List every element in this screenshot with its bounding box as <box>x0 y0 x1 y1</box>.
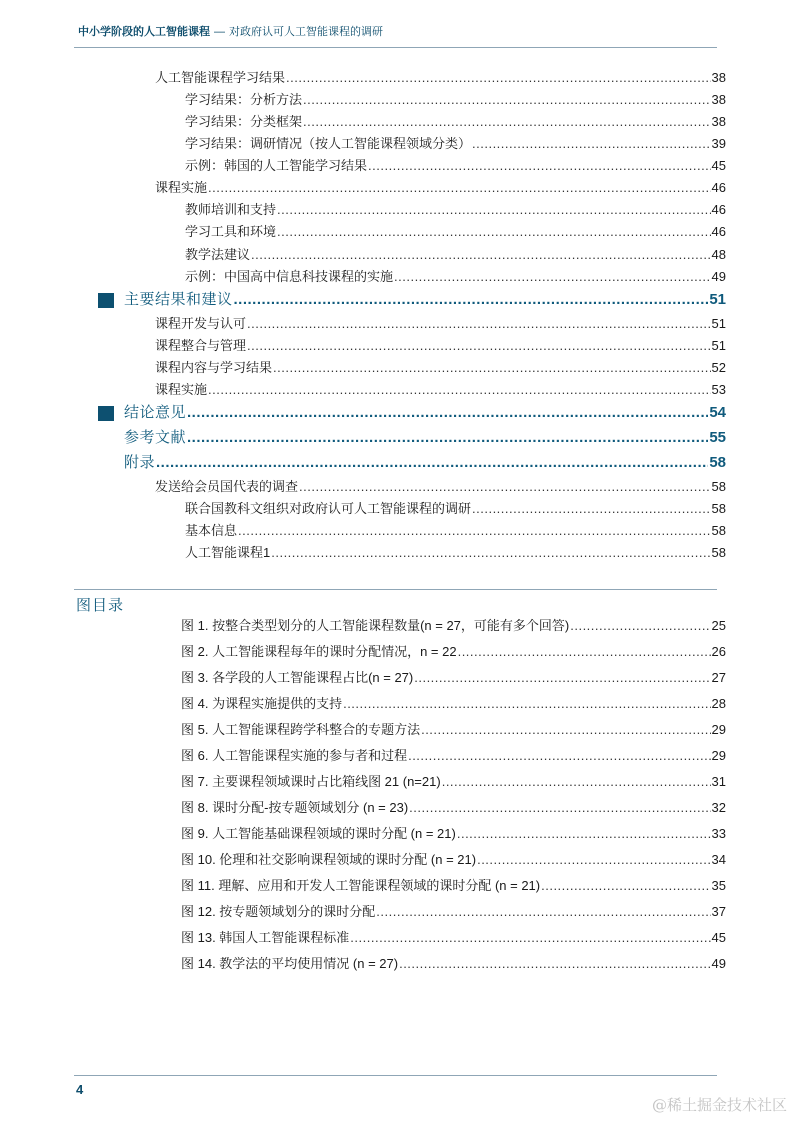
toc-entry[interactable] <box>185 542 726 564</box>
toc-entry[interactable] <box>185 199 726 221</box>
dot-leader <box>394 266 711 288</box>
figure-entry-page: 29 <box>711 722 726 737</box>
toc-entry-page: 58 <box>711 545 726 560</box>
toc-entry[interactable] <box>155 177 726 199</box>
header-separator: — <box>214 26 225 38</box>
dot-leader <box>472 498 711 520</box>
figure-entry-label: 图 4. 为课程实施提供的支持 <box>181 696 343 711</box>
toc-entry[interactable] <box>185 498 726 520</box>
dot-leader <box>570 615 710 637</box>
toc-entry-page: 58 <box>709 454 726 471</box>
dot-leader <box>408 745 710 767</box>
figure-entry[interactable] <box>181 823 726 845</box>
toc-entry-label: 课程开发与认可 <box>155 316 247 331</box>
document-title: 中小学阶段的人工智能课程 <box>78 26 210 38</box>
toc-entry-label: 学习结果：分类框架 <box>185 114 303 129</box>
dot-leader <box>541 875 710 897</box>
toc-entry-page: 46 <box>711 224 726 239</box>
toc-entry-page: 48 <box>711 247 726 262</box>
figure-entry[interactable] <box>181 797 726 819</box>
section-marker-icon <box>98 293 114 308</box>
toc-entry[interactable] <box>185 520 726 542</box>
toc-entry-label: 基本信息 <box>185 523 238 538</box>
dot-leader <box>234 289 709 311</box>
dot-leader <box>187 427 708 449</box>
dot-leader <box>414 667 710 689</box>
watermark: @稀土掘金技术社区 <box>651 1096 787 1114</box>
section-divider <box>74 589 717 590</box>
dot-leader <box>277 199 711 221</box>
dot-leader <box>251 244 711 266</box>
toc-entry[interactable] <box>124 289 726 311</box>
toc-entry[interactable] <box>185 155 726 177</box>
figure-entry-label: 图 11. 理解、应用和开发人工智能课程领域的课时分配 (n = 21) <box>181 878 541 893</box>
figure-entry[interactable] <box>181 953 726 975</box>
dot-leader <box>458 641 711 663</box>
dot-leader <box>247 313 711 335</box>
toc-entry-page: 58 <box>711 501 726 516</box>
dot-leader <box>208 177 711 199</box>
figure-entry-label: 图 7. 主要课程领域课时占比箱线图 21 (n=21) <box>181 774 441 789</box>
page-number: 4 <box>76 1082 84 1097</box>
dot-leader <box>271 542 710 564</box>
dot-leader <box>303 89 711 111</box>
toc-entry-label: 人工智能课程学习结果 <box>155 70 286 85</box>
toc-entry-label: 示例：韩国的人工智能学习结果 <box>185 158 368 173</box>
toc-entry-page: 58 <box>711 479 726 494</box>
dot-leader <box>286 67 711 89</box>
toc-entry[interactable] <box>155 335 726 357</box>
dot-leader <box>247 335 711 357</box>
figure-entry[interactable] <box>181 693 726 715</box>
figure-entry-label: 图 3. 各学段的人工智能课程占比(n = 27) <box>181 670 414 685</box>
dot-leader <box>277 221 711 243</box>
section-marker-icon <box>98 406 114 421</box>
figure-entry[interactable] <box>181 849 726 871</box>
figure-entry-page: 25 <box>711 618 726 633</box>
running-header <box>78 24 383 40</box>
toc-entry[interactable] <box>185 111 726 133</box>
toc-entry-page: 38 <box>711 114 726 129</box>
figure-entry-page: 35 <box>711 878 726 893</box>
dot-leader <box>442 771 711 793</box>
figure-entry-page: 37 <box>711 904 726 919</box>
dot-leader <box>399 953 710 975</box>
dot-leader <box>299 476 711 498</box>
figure-entry-label: 图 12. 按专题领域划分的课时分配 <box>181 904 376 919</box>
dot-leader <box>350 927 710 949</box>
dot-leader <box>368 155 711 177</box>
toc-entry-page: 55 <box>709 429 726 446</box>
figure-entry-page: 49 <box>711 956 726 971</box>
figure-entry[interactable] <box>181 667 726 689</box>
toc-entry-page: 51 <box>711 316 726 331</box>
header-rule <box>74 47 717 48</box>
toc-entry-label: 教师培训和支持 <box>185 202 277 217</box>
toc-entry[interactable] <box>185 244 726 266</box>
toc-entry-page: 53 <box>711 382 726 397</box>
footer-rule <box>74 1075 717 1076</box>
toc-entry[interactable] <box>185 266 726 288</box>
dot-leader <box>273 357 711 379</box>
toc-entry-page: 49 <box>711 269 726 284</box>
toc-entry-page: 51 <box>709 291 726 308</box>
figure-entry[interactable] <box>181 641 726 663</box>
dot-leader <box>409 797 710 819</box>
toc-entry[interactable] <box>185 133 726 155</box>
figure-entry[interactable] <box>181 719 726 741</box>
dot-leader <box>238 520 711 542</box>
figure-entry-label: 图 2. 人工智能课程每年的课时分配情况，n = 22 <box>181 644 457 659</box>
toc-entry-page: 51 <box>711 338 726 353</box>
figure-entry[interactable] <box>181 745 726 767</box>
figure-entry-label: 图 6. 人工智能课程实施的参与者和过程 <box>181 748 408 763</box>
toc-entry-page: 52 <box>711 360 726 375</box>
toc-entry-page: 38 <box>711 70 726 85</box>
toc-entry[interactable] <box>124 402 726 424</box>
toc-entry-label: 学习结果：调研情况（按人工智能课程领域分类） <box>185 136 472 151</box>
toc-entry[interactable] <box>185 89 726 111</box>
toc-entry-page: 46 <box>711 180 726 195</box>
dot-leader <box>343 693 710 715</box>
toc-entry-page: 38 <box>711 92 726 107</box>
toc-entry-label: 发送给会员国代表的调查 <box>155 479 299 494</box>
figures-list-title: 图目录 <box>76 597 125 614</box>
figure-entry-page: 45 <box>711 930 726 945</box>
figure-entry-page: 26 <box>711 644 726 659</box>
dot-leader <box>477 849 710 871</box>
toc-entry[interactable] <box>155 357 726 379</box>
toc-entry-label: 参考文献 <box>124 429 187 446</box>
figure-entry[interactable] <box>181 771 726 793</box>
toc-entry-label: 示例：中国高中信息科技课程的实施 <box>185 269 394 284</box>
figure-entry-label: 图 1. 按整合类型划分的人工智能课程数量(n = 27，可能有多个回答) <box>181 618 570 633</box>
toc-entry[interactable] <box>124 452 726 474</box>
toc-entry-label: 课程实施 <box>155 180 208 195</box>
toc-entry[interactable] <box>155 313 726 335</box>
dot-leader <box>187 402 708 424</box>
toc-entry-label: 主要结果和建议 <box>124 291 233 308</box>
figure-entry-label: 图 14. 教学法的平均使用情况 (n = 27) <box>181 956 399 971</box>
figure-entry[interactable] <box>181 927 726 949</box>
figure-entry-label: 图 13. 韩国人工智能课程标准 <box>181 930 350 945</box>
toc-entry-label: 结论意见 <box>124 404 187 421</box>
dot-leader <box>472 133 711 155</box>
toc-entry-label: 教学法建议 <box>185 247 251 262</box>
figure-entry-label: 图 5. 人工智能课程跨学科整合的专题方法 <box>181 722 421 737</box>
dot-leader <box>421 719 710 741</box>
figure-entry-page: 34 <box>711 852 726 867</box>
figure-entry-page: 29 <box>711 748 726 763</box>
dot-leader <box>303 111 711 133</box>
toc-entry[interactable] <box>155 67 726 89</box>
toc-entry-label: 课程实施 <box>155 382 208 397</box>
document-subtitle: 对政府认可人工智能课程的调研 <box>229 26 383 38</box>
toc-entry-label: 附录 <box>124 454 156 471</box>
dot-leader <box>156 452 708 474</box>
toc-entry[interactable] <box>155 476 726 498</box>
figure-entry-label: 图 9. 人工智能基础课程领域的课时分配 (n = 21) <box>181 826 456 841</box>
toc-entry[interactable] <box>155 379 726 401</box>
figure-entry-label: 图 10. 伦理和社交影响课程领域的课时分配 (n = 21) <box>181 852 477 867</box>
figure-entry-page: 27 <box>711 670 726 685</box>
dot-leader <box>457 823 711 845</box>
toc-entry-label: 学习工具和环境 <box>185 224 277 239</box>
toc-entry-page: 46 <box>711 202 726 217</box>
figure-entry-page: 31 <box>711 774 726 789</box>
figure-entry[interactable] <box>181 615 726 637</box>
dot-leader <box>208 379 711 401</box>
toc-entry-page: 45 <box>711 158 726 173</box>
toc-entry-label: 联合国教科文组织对政府认可人工智能课程的调研 <box>185 501 472 516</box>
figure-entry-page: 33 <box>711 826 726 841</box>
toc-entry-label: 学习结果：分析方法 <box>185 92 303 107</box>
toc-entry-label: 人工智能课程1 <box>185 545 271 560</box>
toc-entry-page: 39 <box>711 136 726 151</box>
dot-leader <box>376 901 710 923</box>
toc-entry[interactable] <box>124 427 726 449</box>
figure-entry-page: 32 <box>711 800 726 815</box>
figure-entry-page: 28 <box>711 696 726 711</box>
toc-entry-label: 课程整合与管理 <box>155 338 247 353</box>
figure-entry-label: 图 8. 课时分配-按专题领域划分 (n = 23) <box>181 800 409 815</box>
figure-entry[interactable] <box>181 875 726 897</box>
toc-entry-label: 课程内容与学习结果 <box>155 360 273 375</box>
toc-entry-page: 58 <box>711 523 726 538</box>
toc-entry-page: 54 <box>709 404 726 421</box>
toc-entry[interactable] <box>185 221 726 243</box>
figure-entry[interactable] <box>181 901 726 923</box>
